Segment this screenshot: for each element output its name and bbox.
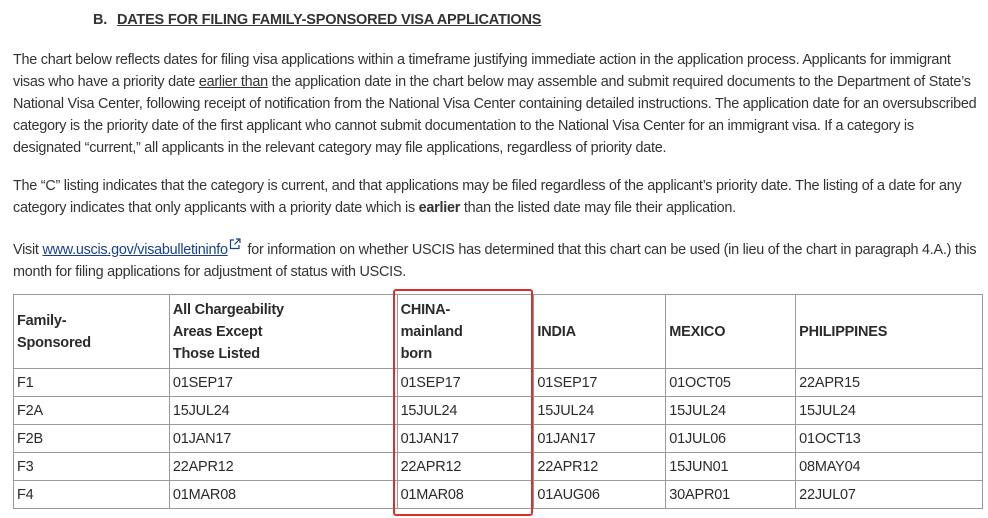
date-cell: 01JAN17 xyxy=(397,425,534,453)
uscis-text-2: for information on whether USCIS has determined that this chart can be used (in lieu of the chart in paragraph 4.A.) this month for filing applications for adjustment of status with USCIS. xyxy=(13,242,977,280)
header-line: PHILIPPINES xyxy=(799,323,888,340)
header-all-chargeability xyxy=(169,295,397,369)
table-row xyxy=(14,397,983,425)
date-cell: 15JUN01 xyxy=(666,453,796,481)
table-row xyxy=(14,453,983,481)
current-bold-text: earlier xyxy=(418,200,461,216)
uscis-text-1: Visit xyxy=(13,242,43,258)
date-cell: 22APR12 xyxy=(169,453,397,481)
uscis-link[interactable]: www.uscis.gov/visabulletininfo xyxy=(42,242,228,258)
date-cell: 22APR12 xyxy=(397,453,534,481)
header-line: mainland xyxy=(400,323,463,340)
date-cell: 01MAR08 xyxy=(397,481,534,509)
date-cell: 01MAR08 xyxy=(169,481,397,509)
date-cell: 01AUG06 xyxy=(534,481,666,509)
header-line: Family- xyxy=(17,312,67,329)
date-cell: 01JUL06 xyxy=(666,425,796,453)
intro-underlined-text: earlier than xyxy=(198,74,268,90)
date-cell: 01JAN17 xyxy=(534,425,666,453)
date-cell: 15JUL24 xyxy=(796,397,983,425)
intro-paragraph xyxy=(13,49,985,159)
header-line: Sponsored xyxy=(17,334,91,351)
header-china xyxy=(397,295,534,369)
header-line: CHINA- xyxy=(400,301,451,318)
date-cell: 01JAN17 xyxy=(169,425,397,453)
category-cell: F4 xyxy=(14,481,170,509)
date-cell: 01SEP17 xyxy=(534,369,666,397)
date-cell: 22APR12 xyxy=(534,453,666,481)
intro-text-1: The chart below reflects dates for filing visa applications within a timeframe justifying immediate action in the application process. Applicants for immigrant visas who have a priority date xyxy=(13,52,951,90)
header-family-sponsored xyxy=(14,295,170,369)
current-text-1: The “C” listing indicates that the category is current, and that applications may be filed regardless of the applicant’s priority date. The listing of a date for any category indicates that only applicants with a priority date which is xyxy=(13,178,962,216)
date-cell: 15JUL24 xyxy=(169,397,397,425)
date-cell: 15JUL24 xyxy=(397,397,534,425)
date-cell: 15JUL24 xyxy=(534,397,666,425)
intro-text-2: the application date in the chart below may assemble and submit required documents to the Department of State’s National Visa Center, following receipt of notification from the National Visa Center containing detailed instructions. The application date for an oversubscribed category is the priority date of the first applicant who cannot submit documentation to the National Visa Center for an immigrant visa. If a category is designated “current,” all applicants in the relevant category may file applications, regardless of priority date. xyxy=(13,74,977,156)
header-line: INDIA xyxy=(537,323,576,340)
table-row xyxy=(14,369,983,397)
category-cell: F3 xyxy=(14,453,170,481)
uscis-paragraph xyxy=(13,235,985,283)
table-header-row xyxy=(14,295,983,369)
date-cell: 30APR01 xyxy=(666,481,796,509)
table-row xyxy=(14,481,983,509)
header-philippines xyxy=(796,295,983,369)
header-line: born xyxy=(400,345,432,362)
table-row xyxy=(14,425,983,453)
date-cell: 01OCT05 xyxy=(666,369,796,397)
section-title: DATES FOR FILING FAMILY-SPONSORED VISA APPLICATIONS xyxy=(116,12,542,28)
current-listing-paragraph xyxy=(13,175,985,219)
header-line: All Chargeability xyxy=(172,301,284,318)
category-cell: F1 xyxy=(14,369,170,397)
date-cell: 08MAY04 xyxy=(796,453,983,481)
date-cell: 22APR15 xyxy=(796,369,983,397)
header-mexico xyxy=(666,295,796,369)
header-line: Those Listed xyxy=(172,345,260,362)
family-sponsored-dates-table xyxy=(13,294,983,509)
header-line: MEXICO xyxy=(669,323,726,340)
category-cell: F2B xyxy=(14,425,170,453)
date-cell: 01SEP17 xyxy=(169,369,397,397)
section-number: B. xyxy=(93,12,108,28)
date-cell: 01SEP17 xyxy=(397,369,534,397)
header-line: Areas Except xyxy=(172,323,263,340)
header-india xyxy=(534,295,666,369)
category-cell: F2A xyxy=(14,397,170,425)
date-cell: 15JUL24 xyxy=(666,397,796,425)
section-heading xyxy=(93,12,541,28)
external-link-icon[interactable] xyxy=(229,235,241,257)
date-cell: 01OCT13 xyxy=(796,425,983,453)
current-text-2: than the listed date may file their application. xyxy=(460,200,736,216)
date-cell: 22JUL07 xyxy=(796,481,983,509)
